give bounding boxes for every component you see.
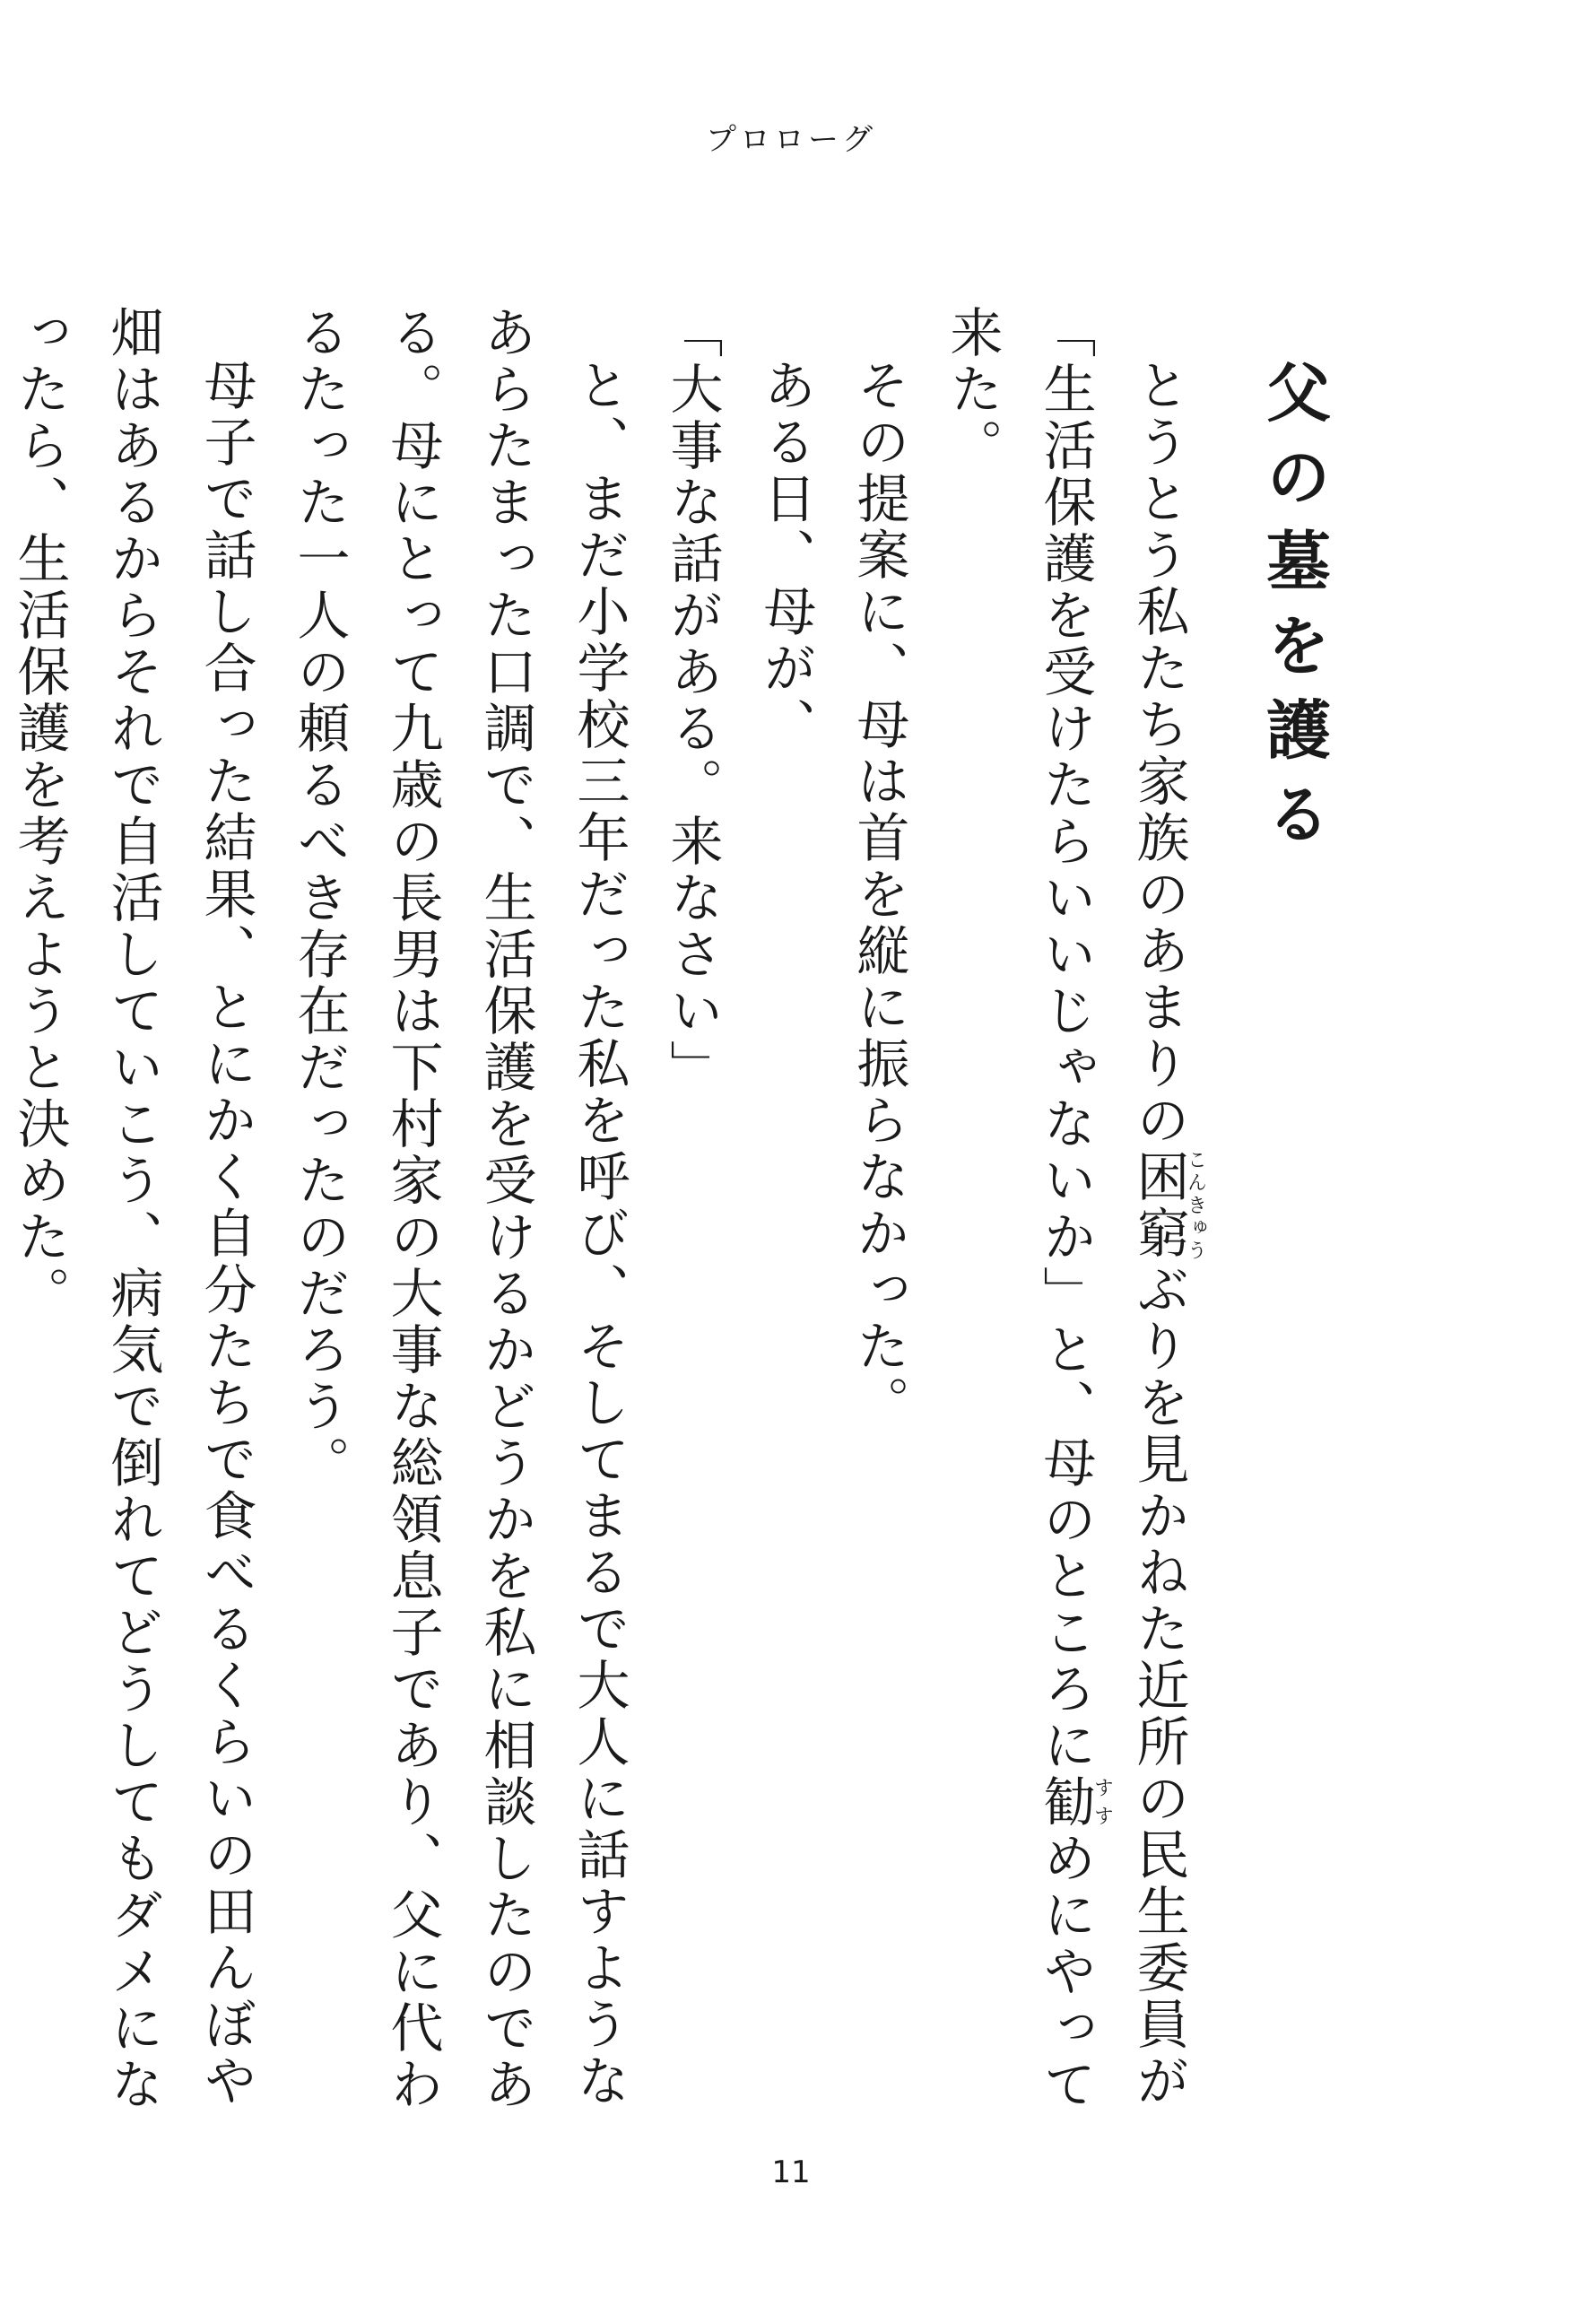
paragraph-5: と、まだ小学校三年だった私を呼び、そしてまるで大人に話すようなあらたまった口調で、生活保護を受けるかどうかを私に相談したのである。母にとって九歳の長男は下村家の大事な総領息子であり、父に代わるたった一人の頼るべき存在だったのだろう。 (288, 305, 630, 2113)
ruby-susume (1034, 1774, 1114, 1831)
paragraph-1 (926, 305, 1206, 2153)
paragraph-1-part-1: とうとう私たち家族のあまりの (1127, 358, 1190, 1149)
ruby-konkyu (1127, 1149, 1207, 1262)
ruby-konkyu-base: 困窮 (1127, 1149, 1190, 1262)
vertical-text-block (0, 305, 1338, 2153)
paragraph-6: 母子で話し合った結果、とにかく自分たちで食べるくらいの田んぼや畑はあるからそれで自活していこう、病気で倒れてどうしてもダメになったら、生活保護を考えようと決めた。 (8, 305, 257, 2113)
paragraph-4-dialogue: 「大事な話がある。来なさい」 (661, 305, 724, 1096)
running-head: プロローグ (706, 122, 876, 158)
ruby-konkyu-reading: こんきゅう (1184, 1149, 1207, 1262)
paragraph-3: ある日、母が、 (754, 358, 817, 753)
chapter-title: 父の墓を護る (1256, 359, 1331, 865)
paragraph-1-part-3: めにやって来た。 (941, 305, 1097, 2113)
ruby-susume-base: 勧 (1034, 1774, 1097, 1831)
paragraph-1-part-2: ぶりを見かねた近所の民生委員が「生活保護を受けたらいいじゃないか」と、母のところに (1034, 305, 1190, 2110)
page-number: 11 (771, 2154, 811, 2190)
ruby-susume-reading: すす (1091, 1774, 1114, 1831)
paragraph-2: その提案に、母は首を縦に振らなかった。 (848, 358, 910, 1432)
